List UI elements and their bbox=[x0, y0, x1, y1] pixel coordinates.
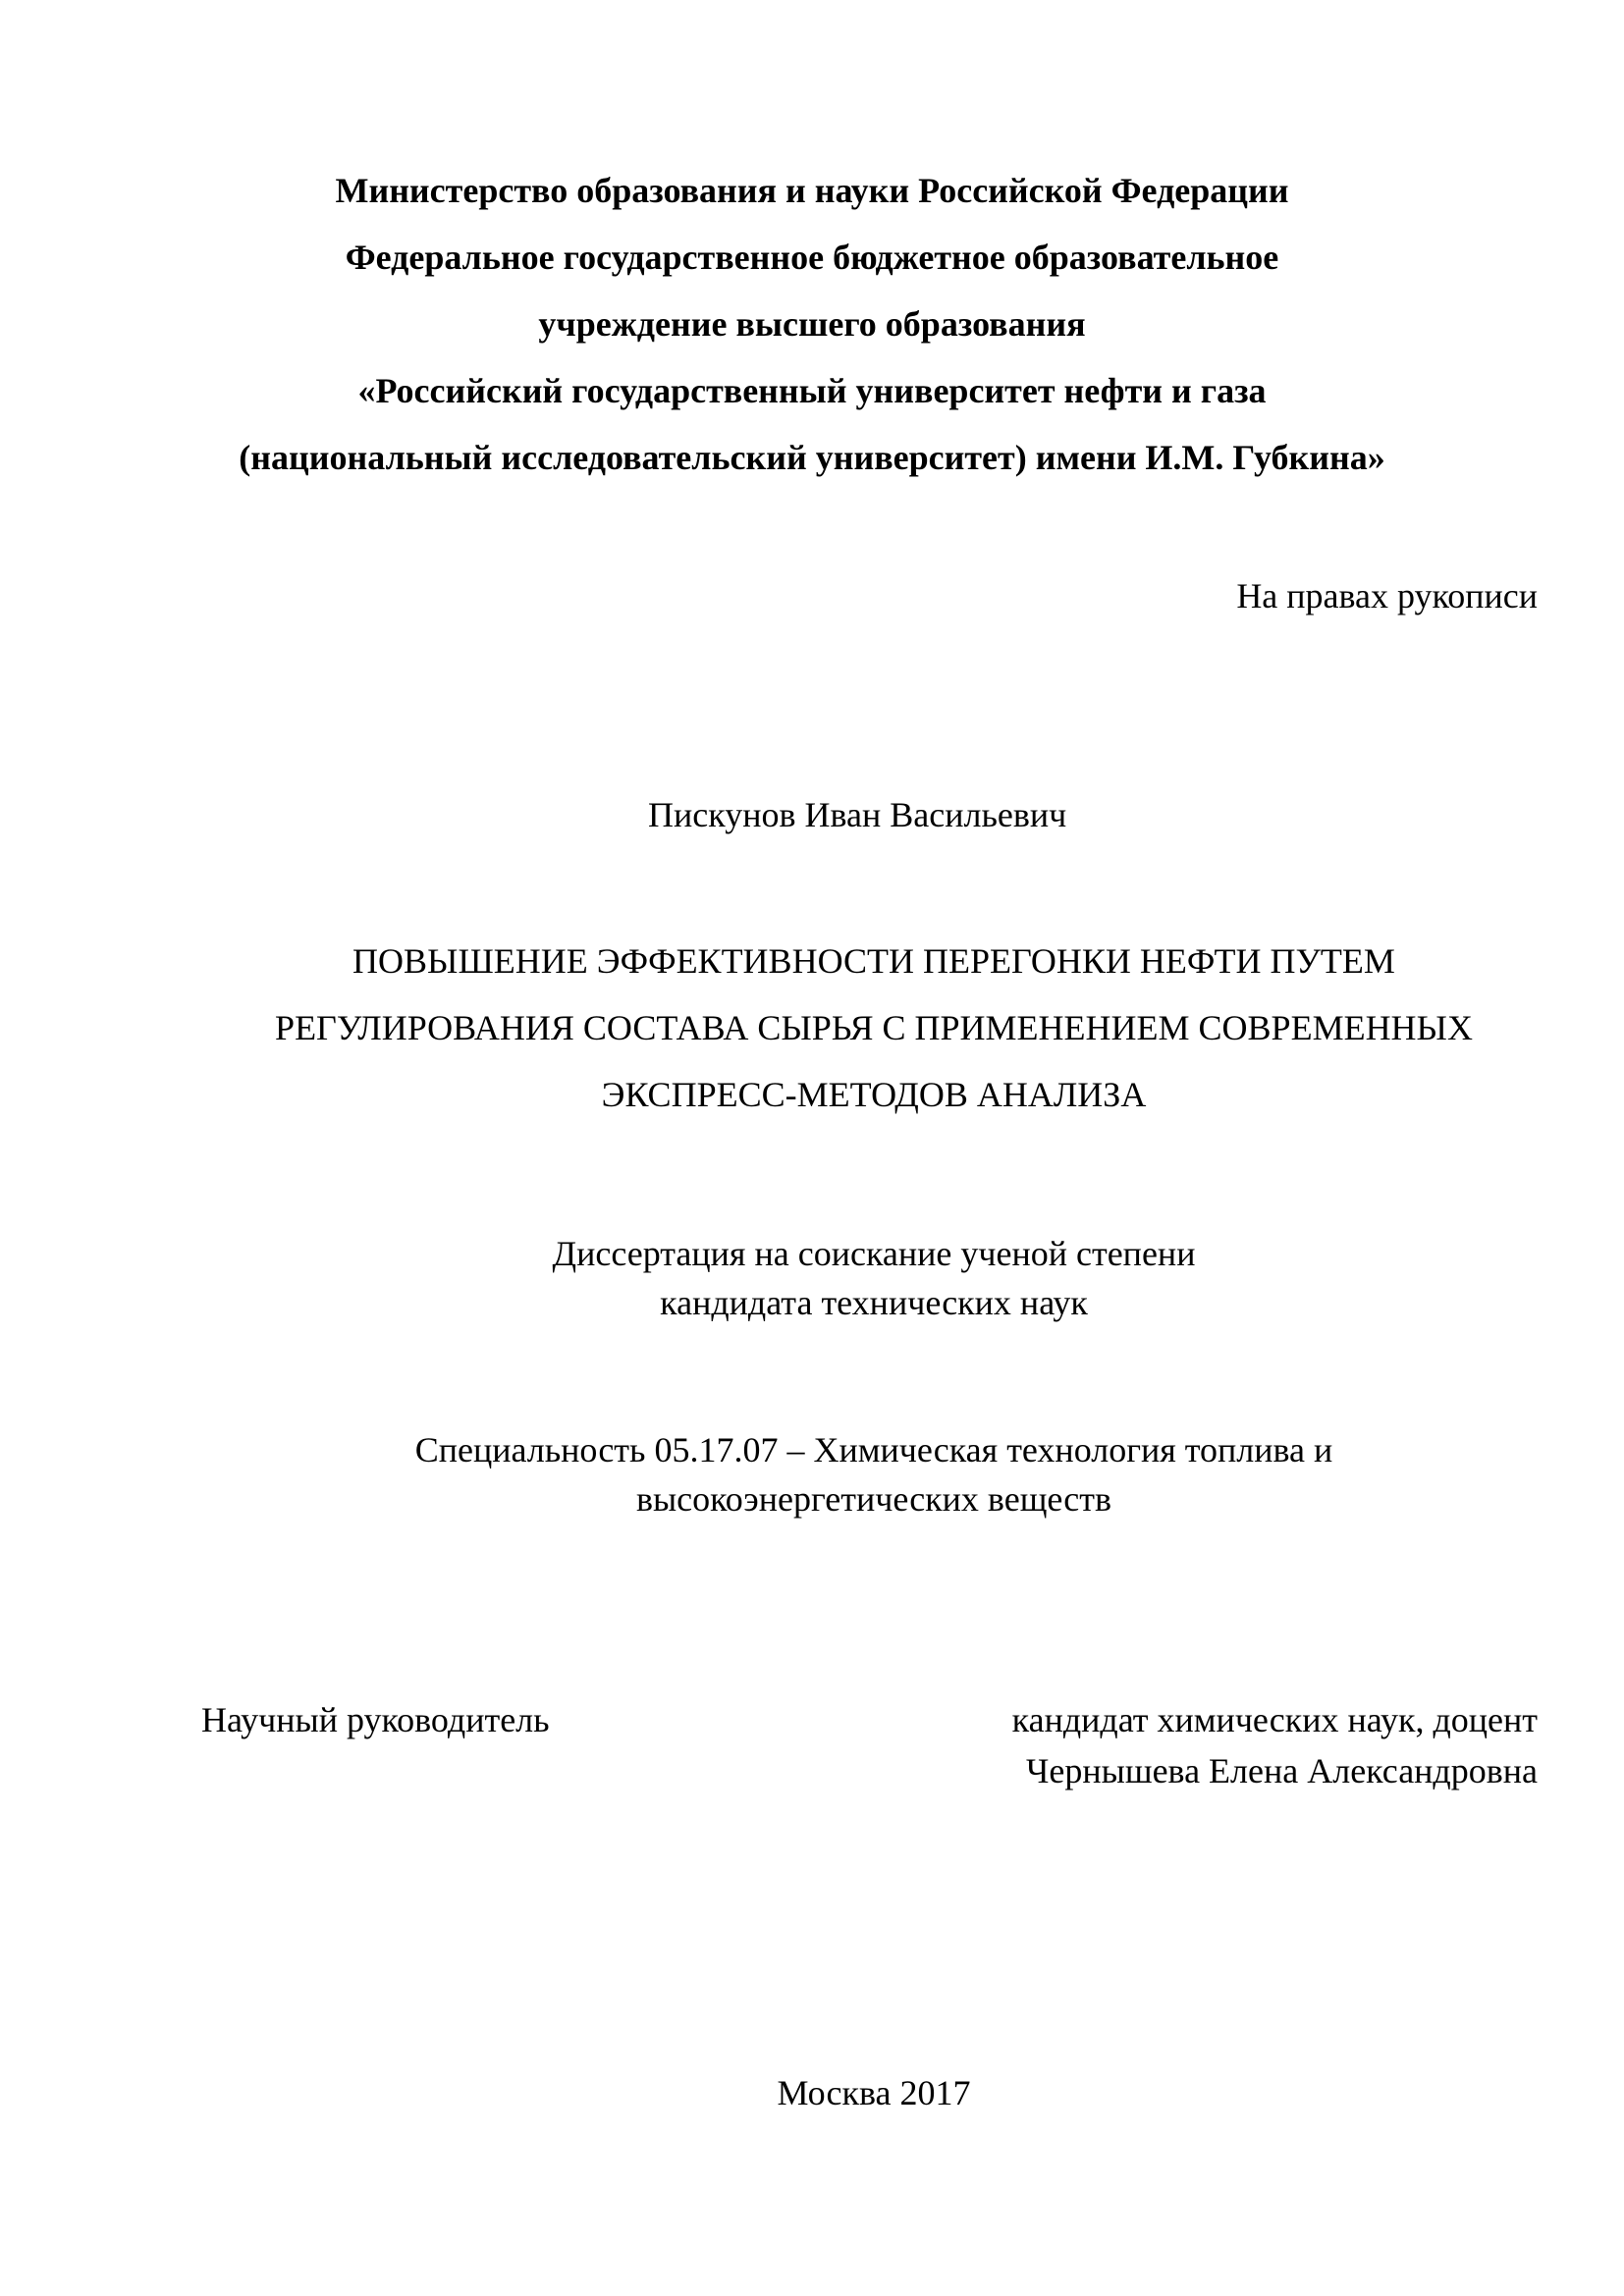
supervisor-label: Научный руководитель bbox=[201, 1700, 550, 1739]
header-line-institution-type: Федеральное государственное бюджетное образовательное bbox=[345, 238, 1279, 277]
header-line-university-full: (национальный исследовательский университет) имени И.М. Губкина» bbox=[239, 438, 1385, 477]
dissertation-title-line-1: ПОВЫШЕНИЕ ЭФФЕКТИВНОСТИ ПЕРЕГОНКИ НЕФТИ ПУТЕМ bbox=[352, 941, 1395, 981]
specialty-line-1: Специальность 05.17.07 – Химическая технология топлива и bbox=[414, 1430, 1333, 1469]
header-line-education-level: учреждение высшего образования bbox=[538, 304, 1086, 344]
header-line-ministry: Министерство образования и науки Российской Федерации bbox=[335, 171, 1289, 210]
supervisor-credentials: кандидат химических наук, доцент bbox=[1011, 1700, 1538, 1739]
header-line-university-name: «Российский государственный университет нефти и газа bbox=[357, 371, 1267, 410]
rights-note: На правах рукописи bbox=[1236, 576, 1538, 615]
specialty-line-2: высокоэнергетических веществ bbox=[635, 1479, 1111, 1519]
city-year: Москва 2017 bbox=[777, 2073, 971, 2112]
dissertation-title-line-3: ЭКСПРЕСС-МЕТОДОВ АНАЛИЗА bbox=[601, 1075, 1147, 1114]
degree-line-2: кандидата технических наук bbox=[660, 1283, 1088, 1322]
dissertation-title-line-2: РЕГУЛИРОВАНИЯ СОСТАВА СЫРЬЯ С ПРИМЕНЕНИЕМ СОВРЕМЕННЫХ bbox=[275, 1008, 1473, 1047]
degree-line-1: Диссертация на соискание ученой степени bbox=[552, 1234, 1196, 1273]
supervisor-name: Чернышева Елена Александровна bbox=[1026, 1751, 1538, 1790]
author-name: Пискунов Иван Васильевич bbox=[648, 795, 1067, 834]
